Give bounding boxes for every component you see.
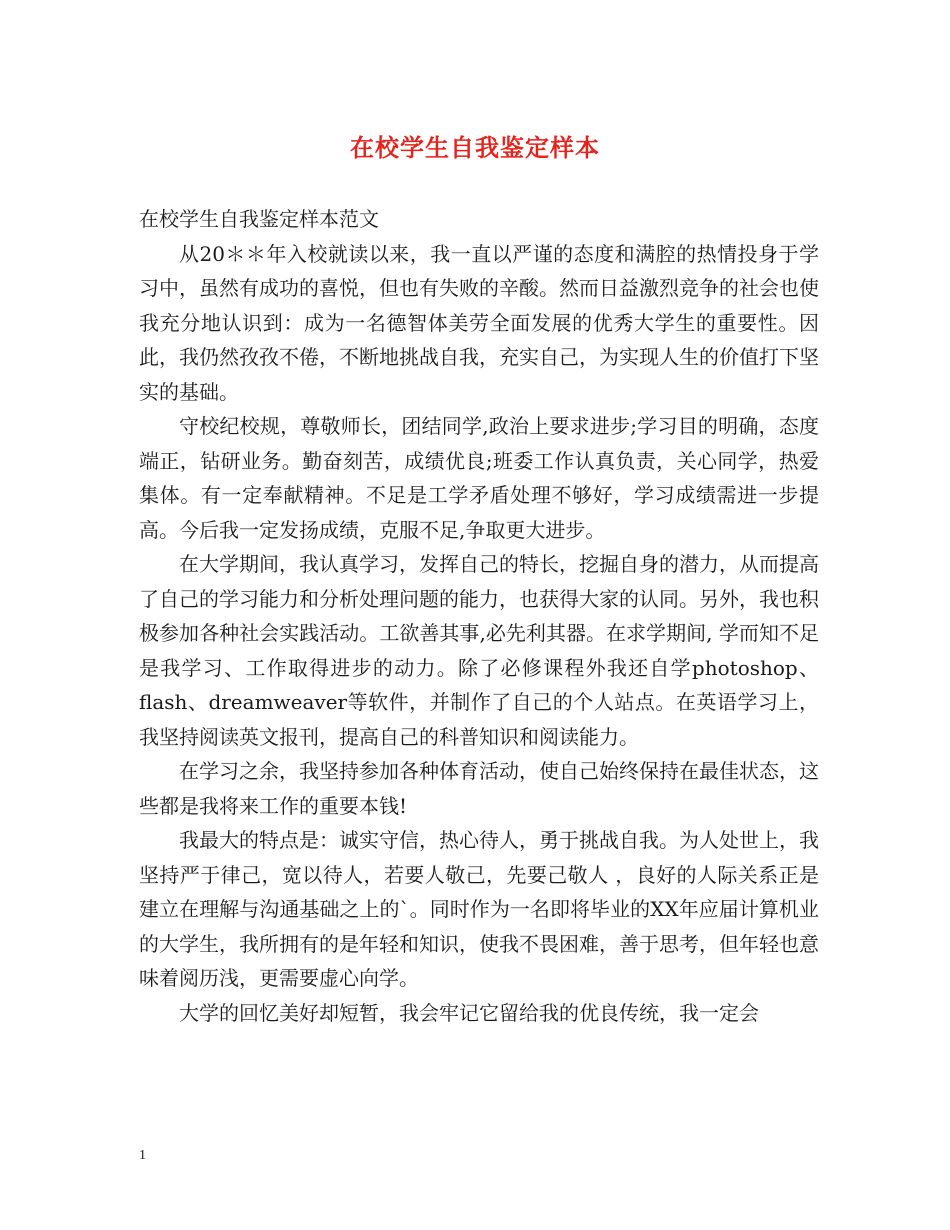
document-title: 在校学生自我鉴定样本 bbox=[350, 133, 600, 162]
paragraph: 大学的回忆美好却短暂，我会牢记它留给我的优良传统，我一定会 bbox=[179, 1000, 759, 1025]
page-number: 1 bbox=[139, 1148, 146, 1163]
paragraph: 在大学期间，我认真学习，发挥自己的特长，挖掘自身的潜力，从而提高了自己的学习能力和分析处理问题的能力，也获得大家的认同。另外，我也积极参加各种社会实践活动。工欲善其事,必先利其器。在求学期间, 学而知不足是我学习、工作取得进步的动力。除了必修课程外我还自学photoshop、flash、dreamweaver等软件，并制作了自己的个人站点。在英语学习上，我坚持阅读英文报刊，提高自己的科普知识和阅读能力。 bbox=[139, 552, 819, 749]
paragraph: 守校纪校规，尊敬师长，团结同学,政治上要求进步;学习目的明确，态度端正，钻研业务。勤奋刻苦，成绩优良;班委工作认真负责，关心同学，热爱集体。有一定奉献精神。不足是工学矛盾处理不够好，学习成绩需进一步提高。今后我一定发扬成绩，克服不足,争取更大进步。 bbox=[139, 414, 819, 542]
document-subtitle: 在校学生自我鉴定样本范文 bbox=[139, 207, 379, 231]
paragraph: 在学习之余，我坚持参加各种体育活动，使自己始终保持在最佳状态，这些都是我将来工作的重要本钱! bbox=[139, 759, 819, 818]
document-body bbox=[139, 202, 819, 1030]
paragraph: 从20＊＊年入校就读以来，我一直以严谨的态度和满腔的热情投身于学习中，虽然有成功的喜悦，但也有失败的辛酸。然而日益激烈竞争的社会也使我充分地认识到：成为一名德智体美劳全面发展的优秀大学生的重要性。因此，我仍然孜孜不倦，不断地挑战自我，充实自己，为实现人生的价值打下坚实的基础。 bbox=[139, 241, 819, 404]
paragraph: 我最大的特点是：诚实守信，热心待人，勇于挑战自我。为人处世上，我坚持严于律己，宽以待人，若要人敬己，先要己敬人 ，良好的人际关系正是建立在理解与沟通基础之上的`。同时作为一名即将毕业的XX年应届计算机业的大学生，我所拥有的是年轻和知识，使我不畏困难，善于思考，但年轻也意味着阅历浅，更需要虚心向学。 bbox=[139, 828, 819, 990]
